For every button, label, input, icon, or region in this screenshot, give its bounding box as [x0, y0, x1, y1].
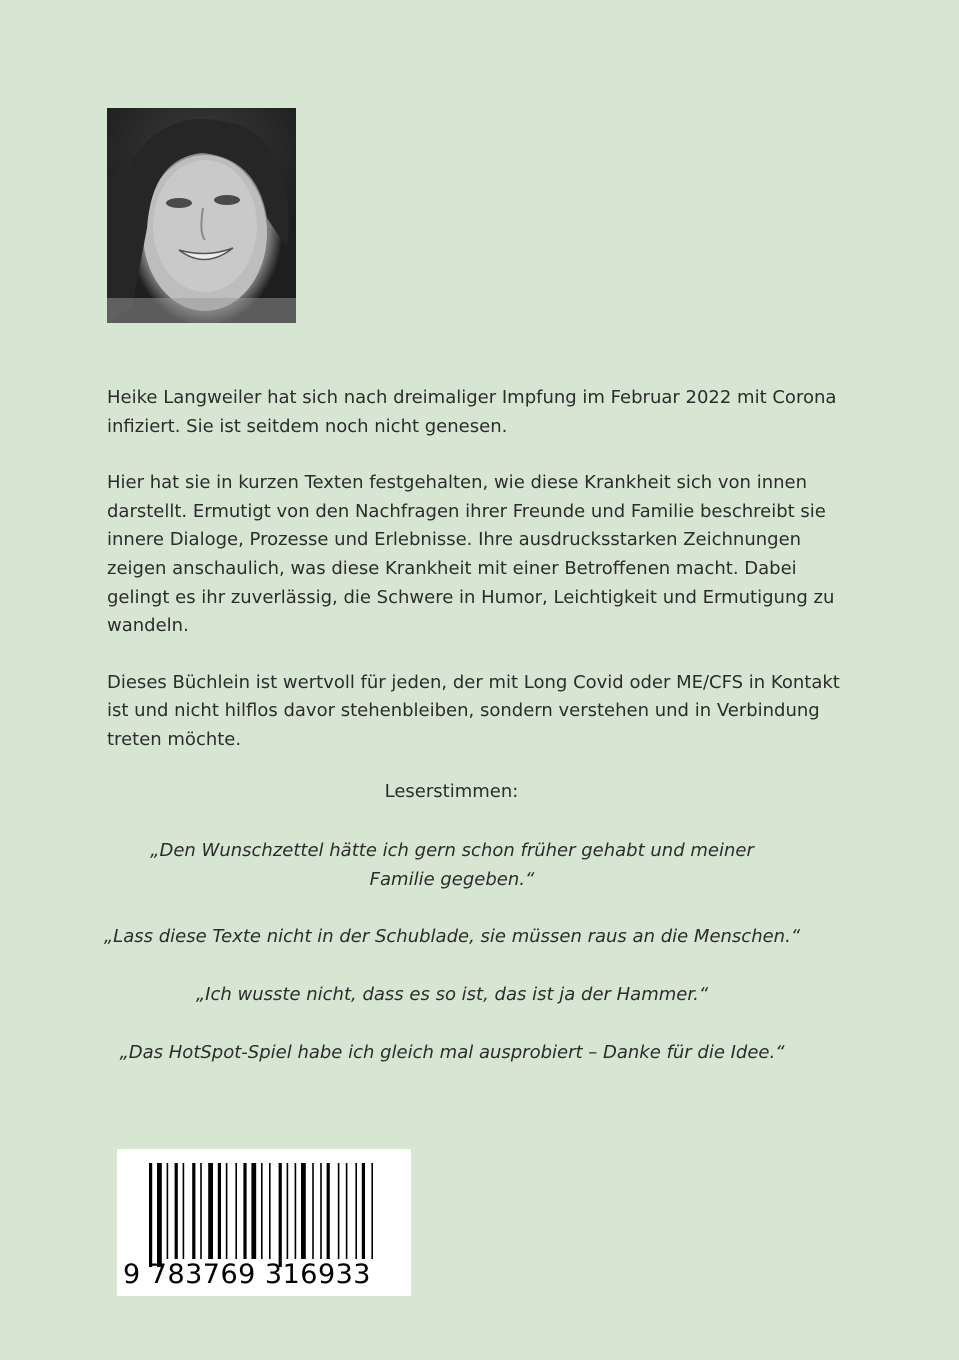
barcode-bar — [157, 1163, 162, 1267]
blurb-paragraph-2: Hier hat sie in kurzen Texten festgehalten, wie diese Krankheit sich von innen darstellt. Ermutigt von den Nachfragen ihrer Freunde und Familie beschreibt sie innere Dialoge, Prozesse und Erlebnisse. Ihre ausdrucksstarken Zeichnungen zeigen anschaulich, was diese Krankheit mit einer Betroffenen macht. Dabei gelingt es ihr zuverlässig, die Schwere in Humor, Leichtigkeit und Ermutigung zu wandeln. — [107, 472, 835, 637]
barcode-bar — [226, 1163, 228, 1259]
barcode-bar — [251, 1163, 256, 1259]
author-photo — [107, 108, 296, 323]
reviews-title: Leserstimmen: — [384, 781, 519, 802]
barcode-bar — [208, 1163, 213, 1259]
barcode-bar — [261, 1163, 263, 1259]
barcode-bar — [218, 1163, 221, 1259]
barcode-bar — [346, 1163, 348, 1259]
blurb-paragraph-3: Dieses Büchlein ist wertvoll für jeden, der mit Long Covid oder ME/CFS in Kontakt ist und nicht hilflos davor stehenbleiben, sondern verstehen und in Verbindung treten möchte. — [107, 671, 840, 750]
barcode-bar — [312, 1163, 314, 1259]
barcode-bar — [243, 1163, 246, 1259]
review-quote: „Ich wusste nicht, dass es so ist, das ist ja der Hammer.“ — [195, 984, 709, 1005]
barcode-bar — [338, 1163, 340, 1259]
barcode-bar — [287, 1163, 289, 1259]
barcode-bar — [301, 1163, 306, 1259]
isbn-barcode — [117, 1149, 411, 1296]
barcode-bar — [371, 1163, 373, 1259]
barcode-bar — [355, 1163, 357, 1259]
blurb — [107, 384, 843, 783]
barcode-bar — [183, 1163, 185, 1259]
review-quote: „Den Wunschzettel hätte ich gern schon früher gehabt und meiner Familie gegeben.“ — [150, 840, 754, 890]
barcode-bar — [192, 1163, 195, 1259]
barcode-bar — [327, 1163, 330, 1259]
barcode-bar — [295, 1163, 297, 1259]
barcode-bar — [235, 1163, 237, 1259]
review-quote: „Lass diese Texte nicht in der Schublade, sie müssen raus an die Menschen.“ — [103, 926, 801, 947]
barcode-bar — [200, 1163, 202, 1259]
barcode-bar — [320, 1163, 322, 1259]
barcode-bar — [149, 1163, 152, 1267]
barcode-bar — [167, 1163, 169, 1259]
barcode-bar — [269, 1163, 271, 1259]
barcode-bar — [279, 1163, 282, 1267]
barcode-bar — [362, 1163, 365, 1259]
blurb-paragraph-1: Heike Langweiler hat sich nach dreimaliger Impfung im Februar 2022 mit Corona infiziert. Sie ist seitdem noch nicht genesen. — [107, 387, 837, 437]
review-quote: „Das HotSpot-Spiel habe ich gleich mal ausprobiert – Danke für die Idee.“ — [119, 1042, 785, 1063]
isbn-digits: 9 783769 316933 — [123, 1259, 371, 1290]
barcode-bar — [175, 1163, 178, 1259]
